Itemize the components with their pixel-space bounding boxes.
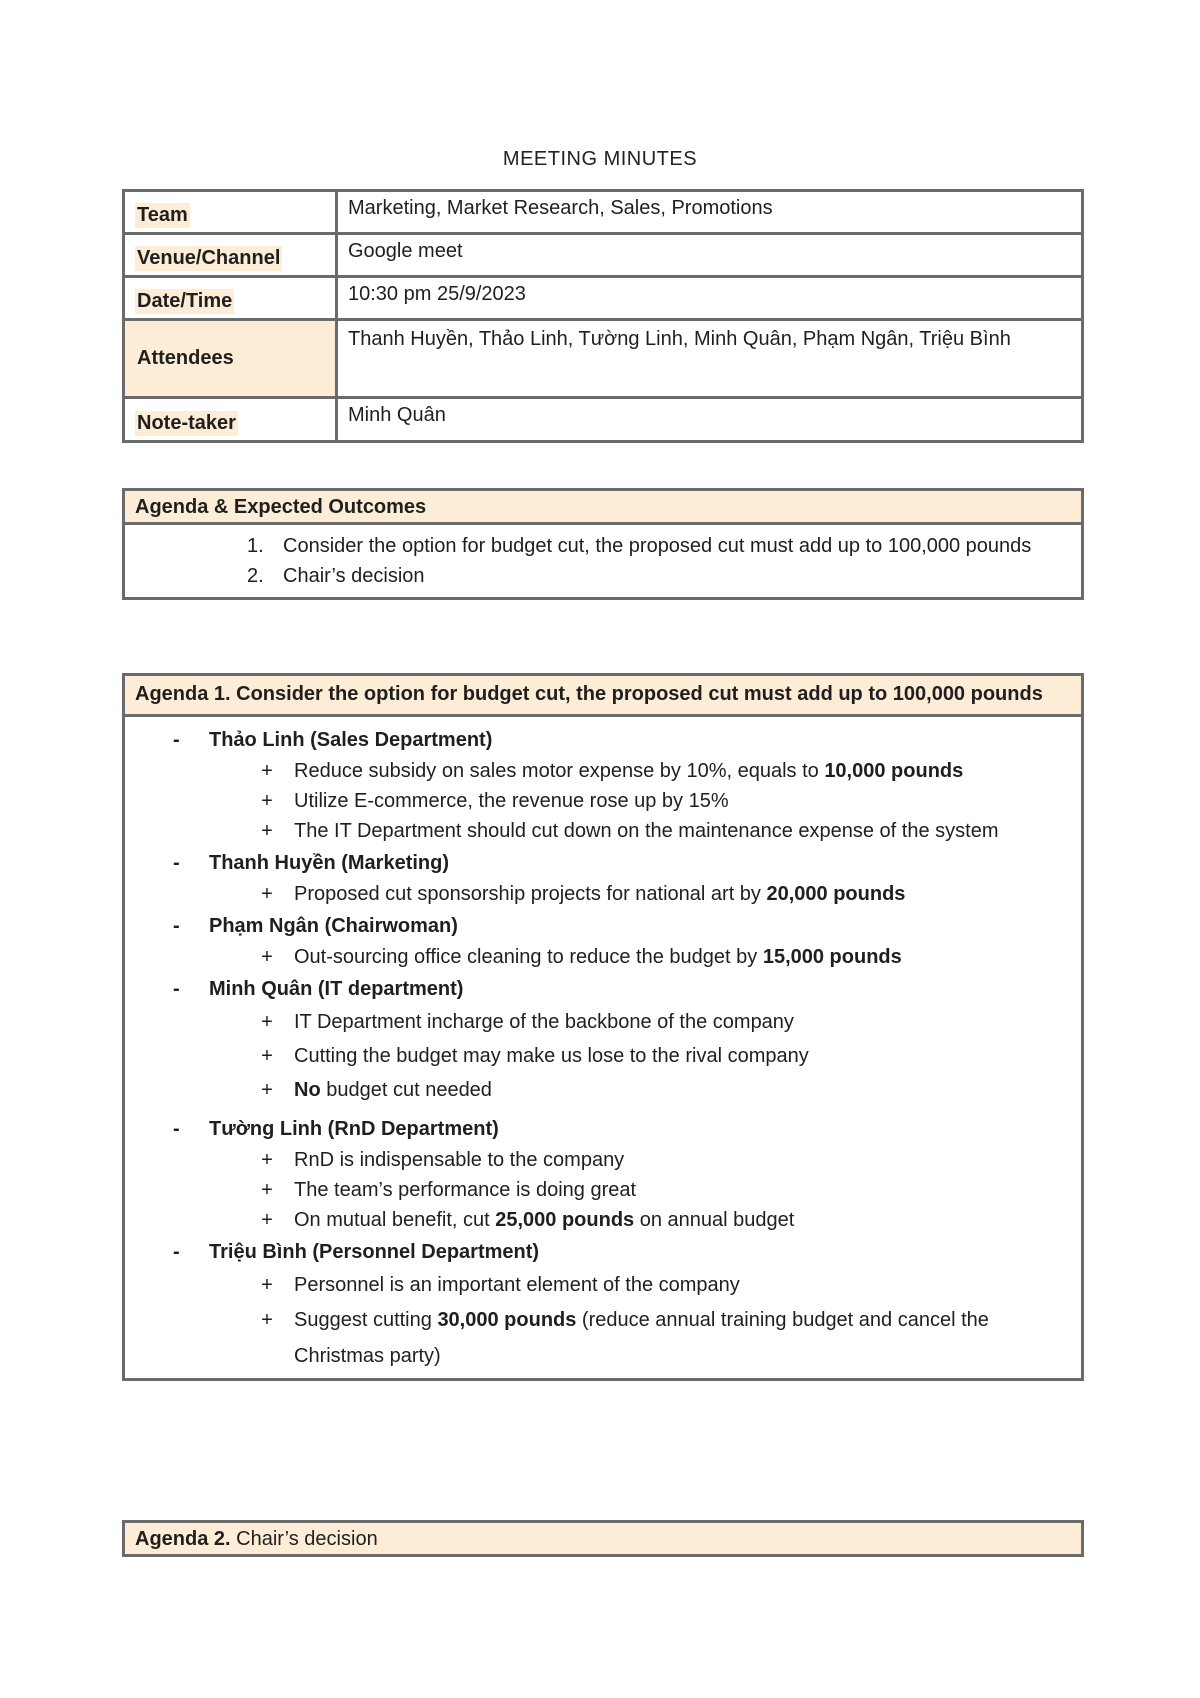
list-item: + The team’s performance is doing great (261, 1179, 637, 1201)
person-trieu-binh: - Triệu Bình (Personnel Department) (173, 1241, 540, 1263)
date-value: 10:30 pm 25/9/2023 (348, 283, 526, 305)
notetaker-row (125, 399, 1081, 440)
list-item: + Suggest cutting 30,000 pounds (reduce annual training budget and cancel the Christmas party) (261, 1309, 989, 1367)
list-item: + Proposed cut sponsorship projects for national art by 20,000 pounds (261, 883, 906, 905)
page-title: MEETING MINUTES (502, 148, 698, 170)
venue-label: Venue/Channel (137, 247, 281, 269)
list-item: + Utilize E-commerce, the revenue rose up by 15% (261, 790, 729, 812)
notetaker-value: Minh Quân (348, 404, 446, 426)
agenda1-body (125, 717, 1081, 1378)
team-value: Marketing, Market Research, Sales, Promotions (348, 197, 773, 219)
agenda-expected-box (122, 488, 1084, 600)
list-item: + Cutting the budget may make us lose to the rival company (261, 1045, 809, 1067)
agenda2-box (122, 1520, 1084, 1557)
agenda2-heading: Agenda 2. Chair’s decision (135, 1528, 378, 1550)
team-label: Team (137, 204, 188, 226)
person-thao-linh: - Thảo Linh (Sales Department) (173, 729, 493, 751)
person-tuong-linh: - Tường Linh (RnD Department) (173, 1118, 499, 1140)
list-item: + The IT Department should cut down on the maintenance expense of the system (261, 820, 999, 842)
list-item: + Reduce subsidy on sales motor expense by 10%, equals to 10,000 pounds (261, 760, 964, 782)
list-item: + No budget cut needed (261, 1079, 492, 1101)
date-row (125, 278, 1081, 321)
notetaker-label: Note-taker (137, 412, 236, 434)
list-item: + Personnel is an important element of the company (261, 1274, 740, 1296)
list-item: 1. Consider the option for budget cut, the proposed cut must add up to 100,000 pounds (247, 535, 1032, 557)
attendees-value: Thanh Huyền, Thảo Linh, Tường Linh, Minh Quân, Phạm Ngân, Triệu Bình (348, 328, 1011, 350)
list-item: + RnD is indispensable to the company (261, 1149, 625, 1171)
list-item: + On mutual benefit, cut 25,000 pounds on annual budget (261, 1209, 795, 1231)
attendees-row (125, 321, 1081, 399)
meeting-info-table (122, 189, 1084, 443)
team-row (125, 192, 1081, 235)
list-item: + Out-sourcing office cleaning to reduce the budget by 15,000 pounds (261, 946, 902, 968)
list-item: 2. Chair’s decision (247, 565, 425, 587)
agenda-expected-list (125, 525, 1081, 597)
agenda-expected-heading: Agenda & Expected Outcomes (125, 491, 1081, 525)
venue-row (125, 235, 1081, 278)
agenda1-heading: Agenda 1. Consider the option for budget cut, the proposed cut must add up to 100,000 pounds (125, 676, 1081, 717)
date-label: Date/Time (137, 290, 233, 312)
attendees-label: Attendees (137, 347, 234, 369)
person-pham-ngan: - Phạm Ngân (Chairwoman) (173, 915, 458, 937)
venue-value: Google meet (348, 240, 463, 262)
person-thanh-huyen: - Thanh Huyền (Marketing) (173, 852, 450, 874)
list-item: + IT Department incharge of the backbone of the company (261, 1011, 794, 1033)
person-minh-quan: - Minh Quân (IT department) (173, 978, 464, 1000)
agenda1-box (122, 673, 1084, 1381)
